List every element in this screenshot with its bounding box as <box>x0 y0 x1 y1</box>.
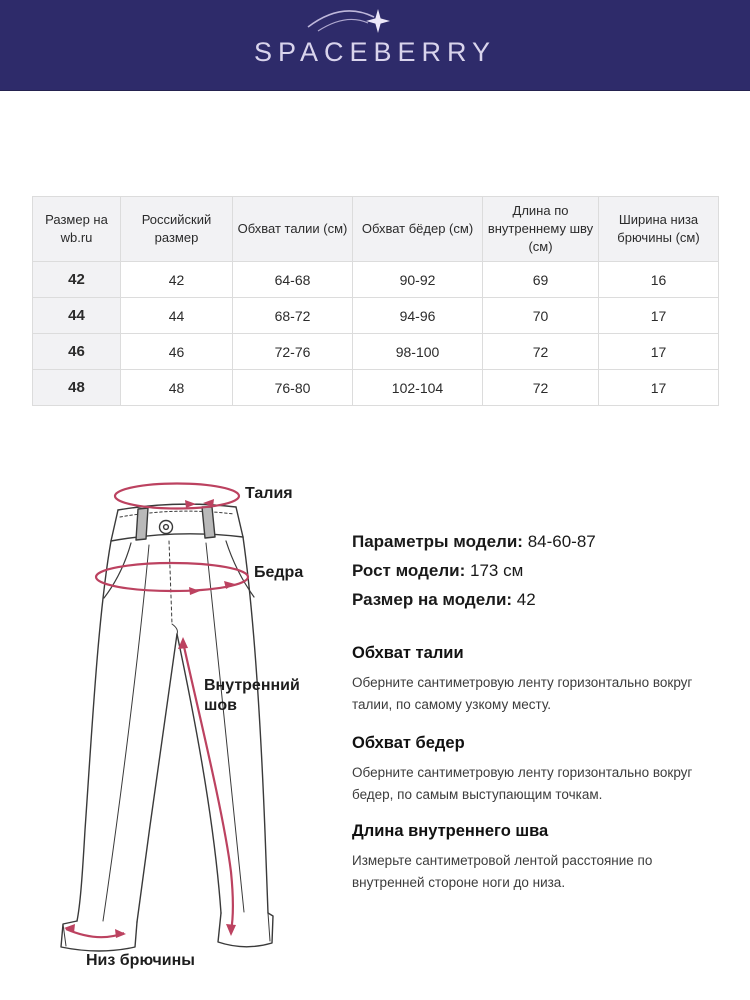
table-cell: 76-80 <box>233 370 353 406</box>
table-cell: 64-68 <box>233 262 353 298</box>
table-cell: 17 <box>599 298 719 334</box>
section-title: Обхват талии <box>352 644 464 662</box>
table-header-cell: Размер на wb.ru <box>33 197 121 262</box>
table-cell: 44 <box>121 298 233 334</box>
table-cell: 72-76 <box>233 334 353 370</box>
table-cell: 44 <box>33 298 121 334</box>
table-header-cell: Обхват талии (см) <box>233 197 353 262</box>
model-info-line <box>352 527 596 556</box>
table-cell: 42 <box>33 262 121 298</box>
section-text: Оберните сантиметровую ленту горизонтально вокруг талии, по самому узкому месту. <box>352 675 693 712</box>
section-text: Оберните сантиметровую ленту горизонтально вокруг бедер, по самым выступающим точкам. <box>352 765 693 802</box>
table-header-row <box>33 197 719 262</box>
section-text: Измерьте сантиметровой лентой расстояние по внутренней стороне ноги до низа. <box>352 853 653 890</box>
table-cell: 98-100 <box>353 334 483 370</box>
model-info-line <box>352 585 596 614</box>
model-size-value: 42 <box>516 590 536 609</box>
table-cell: 42 <box>121 262 233 298</box>
table-cell: 102-104 <box>353 370 483 406</box>
diagram-label-inseam: Внутренний шов <box>204 677 300 714</box>
diagram-label-hips: Бедра <box>254 564 304 581</box>
model-info-line <box>352 556 596 585</box>
size-table <box>32 196 718 406</box>
table-header-cell: Длина по внутреннему шву (см) <box>483 197 599 262</box>
table-cell: 72 <box>483 334 599 370</box>
table-cell: 68-72 <box>233 298 353 334</box>
model-height-value: 173 см <box>469 561 524 580</box>
table-cell: 70 <box>483 298 599 334</box>
table-header-cell: Обхват бёдер (см) <box>353 197 483 262</box>
table-cell: 46 <box>33 334 121 370</box>
table-cell: 16 <box>599 262 719 298</box>
table-header-cell: Российский размер <box>121 197 233 262</box>
table-cell: 69 <box>483 262 599 298</box>
table-row <box>33 298 719 334</box>
measure-section-waist <box>352 644 704 716</box>
brand-name: SPACEBERRY <box>253 36 497 67</box>
table-row <box>33 262 719 298</box>
table-cell: 46 <box>121 334 233 370</box>
diagram-label-waist: Талия <box>245 485 293 502</box>
section-title: Длина внутреннего шва <box>352 822 549 840</box>
table-header-cell: Ширина низа брючины (см) <box>599 197 719 262</box>
model-info <box>352 527 596 614</box>
model-height-label: Рост модели: <box>352 561 466 580</box>
brand-logo <box>254 23 496 68</box>
model-params-value: 84-60-87 <box>527 532 596 551</box>
table-cell: 17 <box>599 334 719 370</box>
table-cell: 94-96 <box>353 298 483 334</box>
model-params-label: Параметры модели: <box>352 532 523 551</box>
table-cell: 90-92 <box>353 262 483 298</box>
shooting-star-icon <box>302 1 398 43</box>
table-cell: 17 <box>599 370 719 406</box>
table-cell: 48 <box>121 370 233 406</box>
brand-header <box>0 0 750 91</box>
model-size-label: Размер на модели: <box>352 590 513 609</box>
measure-section-hips <box>352 734 704 806</box>
table-row <box>33 334 719 370</box>
diagram-label-hem: Низ брючины <box>86 952 195 969</box>
section-title: Обхват бедер <box>352 734 465 752</box>
table-row <box>33 370 719 406</box>
table-cell: 48 <box>33 370 121 406</box>
measure-section-inseam <box>352 822 704 894</box>
table-cell: 72 <box>483 370 599 406</box>
